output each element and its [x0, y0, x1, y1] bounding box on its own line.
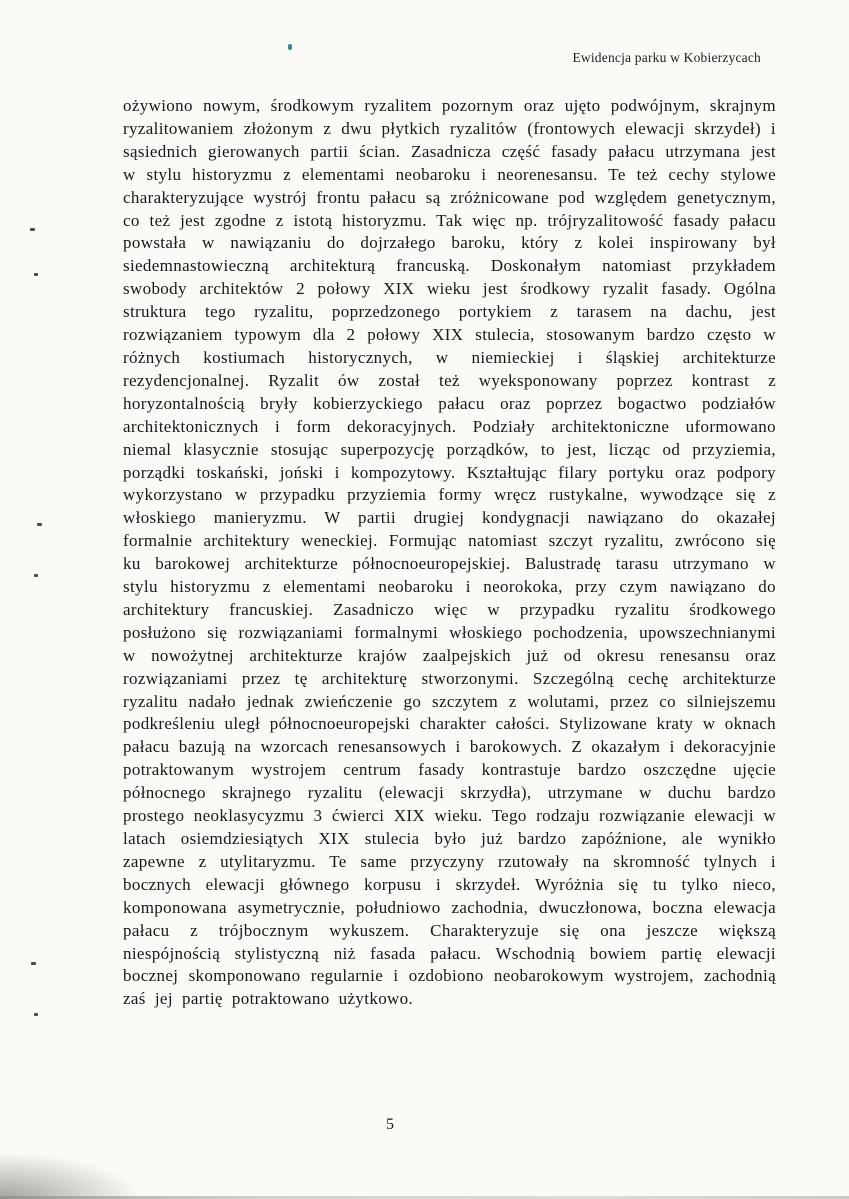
scan-speck [37, 523, 42, 526]
scan-corner-shadow [0, 1153, 140, 1199]
body-paragraph: ożywiono nowym, środkowym ryzalitem pozornym oraz ujęto podwójnym, skrajnym ryzalitowaniem złożonym z dwu płytkich ryzalitów (frontowych elewacji skrzydeł) i sąsiednich gierowanych partii ścian. Zasadnicza część fasady pałacu utrzymana jest w stylu historyzmu z elementami neobaroku i neorenesansu. Te też cechy stylowe charakteryzujące wystrój frontu pałacu są zróżnicowane pod względem genetycznym, co też jest zgodne z istotą historyzmu. Tak więc np. trójryzalitowość fasady pałacu powstała w nawiązaniu do dojrzałego baroku, który z kolei inspirowany był siedemnastowieczną architekturą francuską. Doskonałym natomiast przykładem swobody architektów 2 połowy XIX wieku jest środkowy ryzalit fasady. Ogólna struktura tego ryzalitu, poprzedzonego portykiem z tarasem na dachu, jest rozwiązaniem typowym dla 2 połowy XIX stulecia, stosowanym bardzo często w różnych kostiumach historycznych, w niemieckiej i śląskiej architekturze rezydencjonalnej. Ryzalit ów został też wyeksponowany poprzez kontrast z horyzontalnością bryły kobierzyckiego pałacu oraz poprzez bogactwo podziałów architektonicznych i form dekoracyjnych. Podziały architektoniczne uformowano niemal klasycznie stosując superpozycję porządków, to jest, licząc od przyziemia, porządki toskański, joński i kompozytowy. Kształtując filary portyku oraz podpory wykorzystano w przypadku przyziemia formy wręcz rustykalne, wywodzące się z włoskiego manieryzmu. W partii drugiej kondygnacji nawiązano do okazałej formalnie architektury weneckiej. Formując natomiast szczyt ryzalitu, zwrócono się ku barokowej architekturze północnoeuropejskiej. Balustradę tarasu utrzymano w stylu historyzmu z elementami neobaroku i neorokoka, przy czym nawiązano do architektury francuskiej. Zasadniczo więc w przypadku ryzalitu środkowego posłużono się rozwiązaniami formalnymi włoskiego pochodzenia, upowszechnianymi w nowożytnej architekturze krajów zaalpejskich już od okresu renesansu oraz rozwiązaniami przez tę architekturę stworzonymi. Szczególną cechę architekturze ryzalitu nadało jednak zwieńczenie go szczytem z wolutami, przez co silniejszemu podkreśleniu uległ północnoeuropejski charakter całości. Stylizowane kraty w oknach pałacu bazują na wzorcach renesansowych i barokowych. Z okazałym i dekoracyjnie potraktowanym wystrojem centrum fasady kontrastuje bardzo oszczędne ujęcie północnego skrajnego ryzalitu (elewacji skrzydła), utrzymane w duchu bardzo prostego neoklasycyzmu 3 ćwierci XIX wieku. Tego rodzaju rozwiązanie elewacji w latach osiemdziesiątych XIX stulecia było już bardzo zapóźnione, ale wynikło zapewne z utylitaryzmu. Te same przyczyny rzutowały na skromność tylnych i bocznych elewacji głównego korpusu i skrzydeł. Wyróżnia się tu tylko nieco, komponowana asymetrycznie, południowo zachodnia, dwuczłonowa, boczna elewacja pałacu z trójbocznym wykuszem. Charakteryzuje się ona jeszcze większą niespójnością stylistyczną niż fasada pałacu. Wschodnią bowiem partię elewacji bocznej skomponowano regularnie i ozdobiono neobarokowym wystrojem, zachodnią zaś jej partię potraktowano użytkowo. [123, 96, 776, 1009]
scan-speck [34, 1013, 38, 1016]
scan-speck [30, 228, 35, 231]
page-number: 5 [386, 1116, 394, 1133]
scan-speck [34, 574, 38, 577]
running-header: Ewidencja parku w Kobierzycach [572, 50, 761, 65]
scan-speck-teal [288, 44, 292, 50]
scan-speck [31, 962, 36, 965]
scan-speck [34, 273, 38, 276]
